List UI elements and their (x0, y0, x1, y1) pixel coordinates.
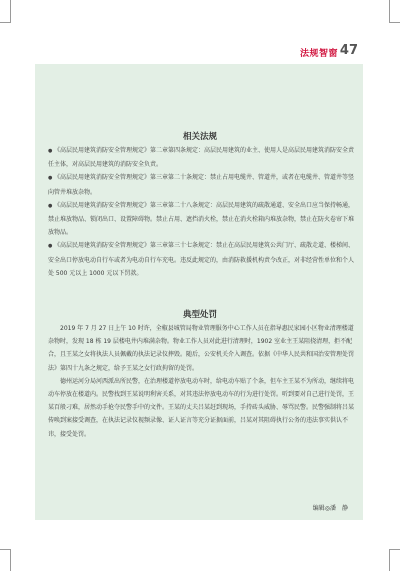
regulations-title: 相关法规 (180, 130, 220, 142)
case-title: 典型处罚 (180, 308, 220, 320)
regulation-item: ● 《高层民用建筑消防安全管理规定》第三章第二十条规定：禁止占用电缆井、管道井，或者在电缆井、管道井等竖向管井堆放杂物。 (48, 171, 358, 198)
crop-mark-top-left-v (10, 0, 11, 22)
crop-mark-bottom-right-h (389, 549, 400, 550)
crop-mark-bottom-right-v (389, 549, 390, 571)
regulation-item: ● 《高层民用建筑消防安全管理规定》第二章第四条规定：高层民用建筑的业主、使用人是高层民用建筑消防安全责任主体，对高层民用建筑的消防安全负责。 (48, 144, 358, 171)
case-title-wrap (0, 308, 400, 320)
section-tag: 法规智窗 (299, 49, 338, 59)
case-paragraph: 2019 年 7 月 27 日上午 10 时许，全椒县城管局物业管理服务中心工作人员在指导惠民家园小区物业清理楼道杂物时，发现 18 栋 19 层楼电井内堆满杂物。物业工作人员对此进行清理时，1902 室业主王某阻挠清理，拒不配合，且王某之女将执法人员佩戴的执法记录仪摔毁。随后，公安机关介入调查。依据《中华人民共和国治安管理处罚法》第四十九条之规定，给予王某之女行政拘留的处罚。 (48, 325, 355, 372)
crop-mark-bottom-left-v (10, 549, 11, 571)
regulation-item: ● 《高层民用建筑消防安全管理规定》第三章第二十八条规定：高层民用建筑的疏散通道、安全出口应当保持畅通，禁止堆放物品、锁闭出口、设置障碍物。禁止占用、遮挡消火栓，禁止在消火栓箱内堆放杂物，禁止在防火卷帘下堆放物品。 (48, 199, 358, 240)
crop-mark-top-right-v (389, 0, 390, 22)
regulations-list (48, 144, 358, 280)
case-body (48, 322, 358, 441)
case-paragraph: 德州运河分局河西派出所民警，在治理楼道停放电动车时，给电动车贴了个条，但车主王某不为所动，继续将电动车停放在楼道内。民警找到王某说明利害关系，对其违法停放电动车的行为进行处罚。听到要对自己进行处罚，王某百般刁难，居然动手抢夺民警手中的文件。王某的丈夫吕某赶到现场，手持砖头威胁、辱骂民警。民警强制将吕某传唤到案接受调查，在执法记录仪视频录像、证人证言等充分证据面前，吕某对其阻碍执行公务的违法事实供认不讳，接受处罚。 (48, 377, 355, 438)
page-number: 47 (339, 43, 358, 58)
regulations-title-wrap (0, 130, 400, 142)
editor-credit: 编辑◎潘 静 (312, 505, 348, 512)
crop-mark-top-left-h (0, 22, 11, 23)
crop-mark-bottom-left-h (0, 549, 11, 550)
regulation-item: ● 《高层民用建筑消防安全管理规定》第三章第三十七条规定：禁止在高层民用建筑公共门厅、疏散走道、楼梯间、安全出口停放电动自行车或者为电动自行车充电。违反此规定的，由消防救援机构责令改正，对非经营性单位和个人处 500 元以上 1000 元以下罚款。 (48, 239, 358, 280)
crop-mark-top-right-h (389, 22, 400, 23)
